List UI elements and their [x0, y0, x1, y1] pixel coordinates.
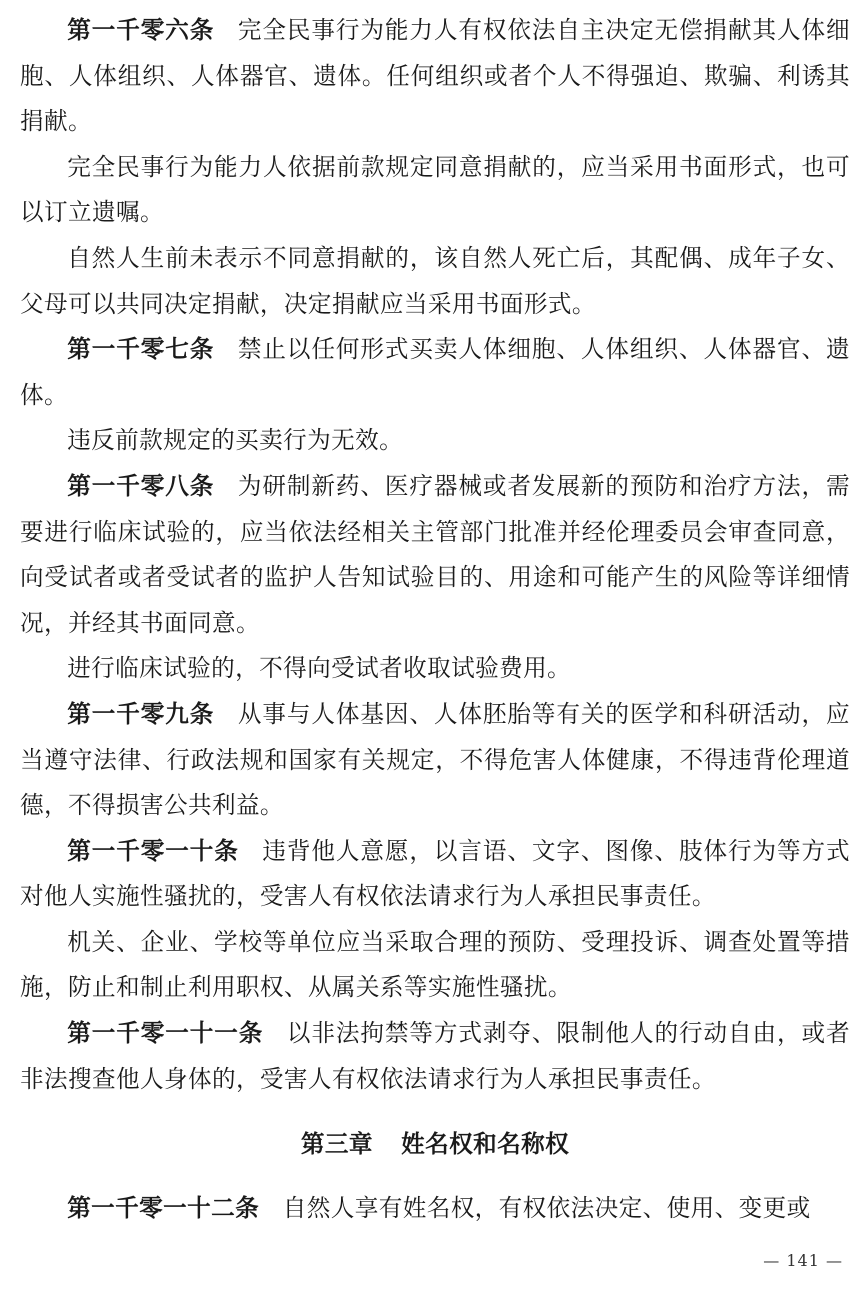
article-number: 第一千零一十条: [67, 836, 239, 865]
article-number: 第一千零八条: [67, 471, 215, 500]
paragraph-text: 进行临床试验的，不得向受试者收取试验费用。: [67, 654, 572, 683]
paragraph-text: 自然人享有姓名权，有权依法决定、使用、变更或: [282, 1193, 811, 1222]
paragraph-article-1011: [20, 1011, 850, 1102]
paragraph: [20, 418, 850, 464]
article-number: 第一千零一十一条: [67, 1019, 264, 1048]
paragraph-text: 机关、企业、学校等单位应当采取合理的预防、受理投诉、调查处置等措施，防止和制止利用职权、从属关系等实施性骚扰。: [20, 927, 850, 1002]
paragraph-article-1012: [20, 1186, 850, 1232]
paragraph-article-1007: [20, 327, 850, 418]
paragraph-article-1006: [20, 8, 850, 145]
paragraph-article-1010: [20, 829, 850, 920]
document-page: [20, 8, 850, 1231]
paragraph: [20, 920, 850, 1011]
article-number: 第一千零七条: [67, 335, 215, 364]
paragraph-text: 完全民事行为能力人有权依法自主决定无偿捐献其人体细胞、人体组织、人体器官、遗体。任何组织或者个人不得强迫、欺骗、利诱其捐献。: [20, 16, 850, 136]
paragraph: [20, 646, 850, 692]
chapter-number: 第三章: [300, 1130, 373, 1159]
page-number: — 141 —: [763, 1251, 843, 1270]
paragraph-text: 违背他人意愿，以言语、文字、图像、肢体行为等方式对他人实施性骚扰的，受害人有权依法请求行为人承担民事责任。: [20, 836, 850, 911]
paragraph-article-1008: [20, 464, 850, 646]
paragraph-text: 完全民事行为能力人依据前款规定同意捐献的，应当采用书面形式，也可以订立遗嘱。: [20, 152, 850, 227]
chapter-heading: [20, 1122, 850, 1168]
paragraph-article-1009: [20, 692, 850, 829]
paragraph-text: 从事与人体基因、人体胚胎等有关的医学和科研活动，应当遵守法律、行政法规和国家有关规定，不得危害人体健康，不得违背伦理道德，不得损害公共利益。: [20, 699, 850, 820]
paragraph-text: 以非法拘禁等方式剥夺、限制他人的行动自由，或者非法搜查他人身体的，受害人有权依法请求行为人承担民事责任。: [20, 1019, 850, 1093]
paragraph: [20, 236, 850, 327]
paragraph-text: 为研制新药、医疗器械或者发展新的预防和治疗方法，需要进行临床试验的，应当依法经相关主管部门批准并经伦理委员会审查同意，向受试者或者受试者的监护人告知试验目的、用途和可能产生的风险等详细情况，并经其书面同意。: [20, 471, 850, 637]
article-number: 第一千零六条: [67, 16, 215, 44]
article-number: 第一千零九条: [67, 699, 215, 728]
paragraph-text: 禁止以任何形式买卖人体细胞、人体组织、人体器官、遗体。: [20, 335, 850, 409]
paragraph-text: 自然人生前未表示不同意捐献的，该自然人死亡后，其配偶、成年子女、父母可以共同决定捐献，决定捐献应当采用书面形式。: [20, 243, 850, 318]
paragraph: [20, 145, 850, 236]
chapter-title: 姓名权和名称权: [401, 1130, 570, 1159]
article-number: 第一千零一十二条: [67, 1193, 260, 1222]
paragraph-text: 违反前款规定的买卖行为无效。: [67, 426, 404, 455]
